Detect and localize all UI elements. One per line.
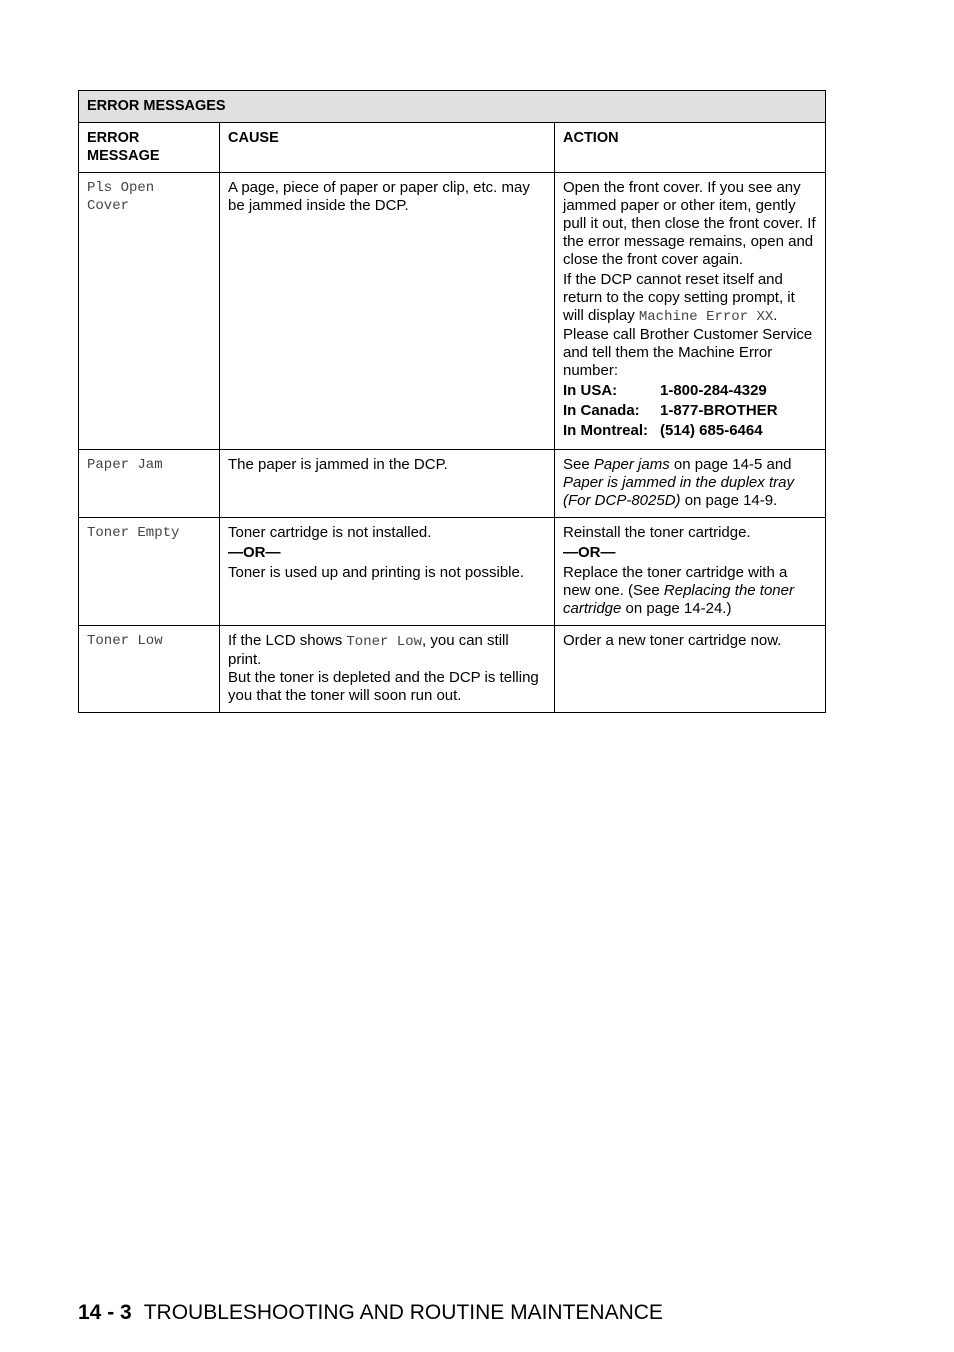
action-text: on page 14-9.: [680, 492, 778, 509]
error-message-cell: Paper Jam: [79, 450, 220, 518]
header-error-line1: ERROR: [87, 130, 140, 146]
error-message-line2: Cover: [87, 198, 130, 214]
or-separator: —OR—: [228, 544, 281, 561]
page-number: 14 - 3: [78, 1301, 132, 1324]
action-text: . Please call Brother Customer Service and tell them the Machine Error number:: [563, 307, 813, 379]
action-text: on page 14-24.): [621, 600, 732, 617]
header-error-message: [79, 123, 220, 173]
table-row: [79, 626, 826, 713]
action-cell: [555, 173, 826, 450]
header-error-line2: MESSAGE: [87, 148, 160, 164]
or-separator: —OR—: [563, 544, 616, 561]
phone-number: 1-800-284-4329: [660, 382, 767, 399]
error-message-line1: Pls Open: [87, 180, 155, 196]
phone-label: In Canada:: [563, 402, 640, 419]
action-line: [563, 564, 817, 618]
table-title-row: [79, 91, 826, 123]
phone-number: (514) 685-6464: [660, 422, 763, 439]
action-paragraph: [563, 271, 817, 380]
duplex-tray-reference: Paper is jammed in the duplex tray (For DCP-8025D): [563, 474, 794, 509]
lcd-message-code: Toner Low: [346, 634, 423, 650]
cause-line: But the toner is depleted and the DCP is telling you that the toner will soon run out.: [228, 669, 539, 704]
cause-cell: A page, piece of paper or paper clip, etc. may be jammed inside the DCP.: [220, 173, 555, 450]
chapter-title: TROUBLESHOOTING AND ROUTINE MAINTENANCE: [143, 1301, 663, 1324]
paper-jams-reference: Paper jams: [593, 456, 670, 473]
phone-label: In USA:: [563, 382, 618, 399]
action-cell: [555, 518, 826, 626]
header-cause: CAUSE: [220, 123, 555, 173]
phone-montreal: [563, 422, 817, 440]
cause-cell: The paper is jammed in the DCP.: [220, 450, 555, 518]
error-message-cell: Toner Empty: [79, 518, 220, 626]
machine-error-code: Machine Error XX: [638, 309, 774, 325]
table-row: [79, 518, 826, 626]
cause-text: If the LCD shows: [228, 632, 347, 649]
cause-text: , you can still print.: [228, 632, 509, 668]
cause-line: Toner cartridge is not installed.: [228, 524, 432, 541]
action-text: See: [563, 456, 594, 473]
table-title: ERROR MESSAGES: [79, 91, 826, 123]
cause-cell: [220, 626, 555, 713]
cause-line: [228, 632, 546, 669]
error-message-cell: Toner Low: [79, 626, 220, 713]
action-text: Replace the toner cartridge with a new one. (See: [563, 564, 788, 599]
action-line: Reinstall the toner cartridge.: [563, 524, 751, 541]
action-text: on page 14-5 and: [669, 456, 792, 473]
replacing-toner-reference: Replacing the toner cartridge: [563, 582, 794, 617]
page-footer: [78, 1300, 663, 1326]
table-row: [79, 450, 826, 518]
table-header-row: [79, 123, 826, 173]
header-action: ACTION: [555, 123, 826, 173]
error-message-cell: [79, 173, 220, 450]
table-row: [79, 173, 826, 450]
phone-usa: [563, 382, 817, 400]
action-cell: [555, 450, 826, 518]
error-messages-table: [78, 90, 826, 713]
phone-canada: [563, 402, 817, 420]
phone-number: 1-877-BROTHER: [660, 402, 778, 419]
cause-cell: [220, 518, 555, 626]
action-text: If the DCP cannot reset itself and return to the copy setting prompt, it will display: [563, 271, 795, 324]
action-cell: Order a new toner cartridge now.: [555, 626, 826, 713]
cause-line: Toner is used up and printing is not possible.: [228, 564, 525, 581]
phone-label: In Montreal:: [563, 422, 648, 439]
action-paragraph: Open the front cover. If you see any jammed paper or other item, gently pull it out, then close the front cover. If the error message remains, open and close the front cover again.: [563, 179, 816, 268]
